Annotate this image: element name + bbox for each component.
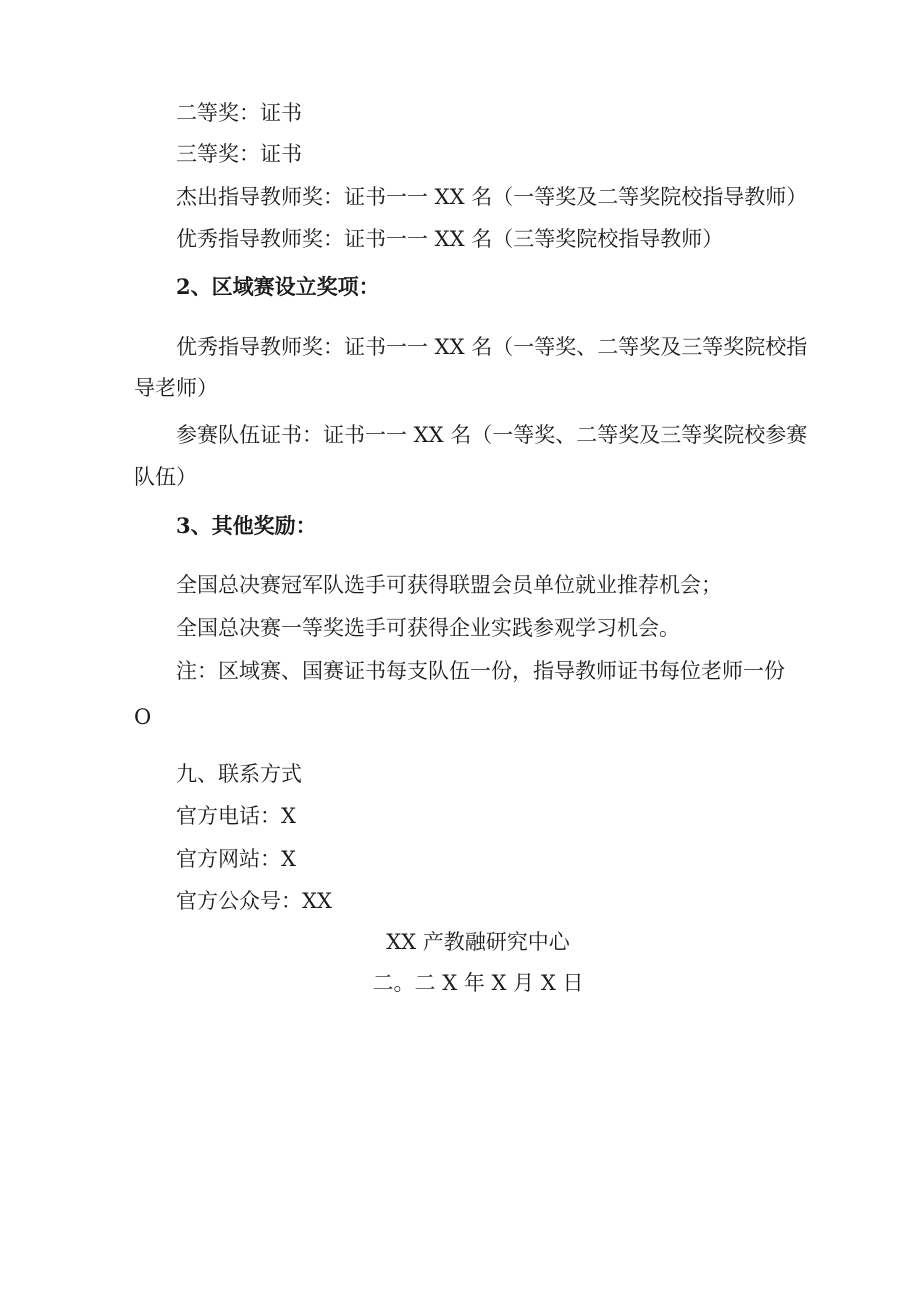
signature-organization: XX 产教融研究中心 bbox=[386, 930, 570, 954]
team-certificate-line1: 参赛队伍证书：证书一一 XX 名（一等奖、二等奖及三等奖院校参赛 bbox=[176, 423, 808, 447]
contact-website: 官方网站：X bbox=[176, 847, 296, 871]
other-awards-heading: 3、其他奖励： bbox=[176, 513, 317, 538]
regional-awards-heading: 2、区域赛设立奖项： bbox=[176, 274, 380, 299]
contact-heading: 九、联系方式 bbox=[176, 762, 302, 786]
other-award-item-1: 全国总决赛冠军队选手可获得联盟会员单位就业推荐机会； bbox=[176, 573, 722, 597]
regional-excellent-teacher-line2: 导老师） bbox=[134, 376, 218, 400]
contact-wechat: 官方公众号：XX bbox=[176, 889, 332, 913]
certificate-note-line2: O bbox=[134, 705, 152, 729]
second-prize-line: 二等奖：证书 bbox=[176, 101, 302, 125]
certificate-note-line1: 注：区域赛、国赛证书每支队伍一份，指导教师证书每位老师一份 bbox=[176, 659, 785, 683]
excellent-teacher-award-line: 优秀指导教师奖：证书一一 XX 名（三等奖院校指导教师） bbox=[176, 227, 724, 251]
contact-phone: 官方电话：X bbox=[176, 804, 296, 828]
regional-excellent-teacher-line1: 优秀指导教师奖：证书一一 XX 名（一等奖、二等奖及三等奖院校指 bbox=[176, 335, 808, 359]
team-certificate-line2: 队伍） bbox=[134, 465, 197, 489]
other-award-item-2: 全国总决赛一等奖选手可获得企业实践参观学习机会。 bbox=[176, 616, 680, 640]
third-prize-line: 三等奖：证书 bbox=[176, 142, 302, 166]
signature-date: 二。二 X 年 X 月 X 日 bbox=[372, 971, 584, 995]
outstanding-teacher-award-line: 杰出指导教师奖：证书一一 XX 名（一等奖及二等奖院校指导教师） bbox=[176, 185, 808, 209]
